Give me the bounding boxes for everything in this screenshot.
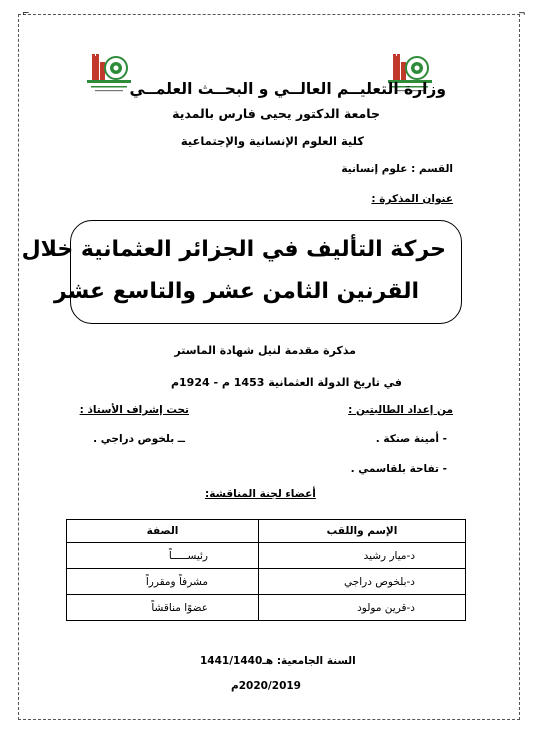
supervisor-name: ــ بلخوص دراجي . <box>93 433 185 445</box>
jury-label: أعضاء لجنة المناقشة: <box>205 488 316 500</box>
academic-year-gregorian: 2020/2019م <box>231 680 301 692</box>
thesis-title-label: عنوان المذكرة : <box>371 193 453 205</box>
jury-table <box>66 519 466 621</box>
jury-member-name: د-ميار رشيد <box>258 543 465 569</box>
student-name: - أمينة صنكة . <box>375 433 447 445</box>
university-logo-left <box>83 48 135 94</box>
thesis-title-line-2: القرنين الثامن عشر والتاسع عشر <box>53 279 419 304</box>
table-row <box>67 569 466 595</box>
jury-member-role: عضوًا مناقشاً <box>67 595 259 621</box>
column-header-role: الصفة <box>67 520 259 543</box>
table-row <box>67 543 466 569</box>
jury-member-role: رئيســـــاً <box>67 543 259 569</box>
jury-member-name: د-قرين مولود <box>258 595 465 621</box>
corner-mark-right: ¬ <box>518 9 526 19</box>
thesis-title-box <box>70 220 462 324</box>
department-line: القسم : علوم إنسانية <box>341 163 453 175</box>
jury-table-header <box>67 520 466 543</box>
academic-year-hijri <box>200 655 356 667</box>
degree-statement: مذكرة مقدمة لنيل شهادة الماستر <box>174 344 356 357</box>
corner-mark-left: ⌐ <box>22 9 30 19</box>
specialty-line: في تاريخ الدولة العثمانية 1453 م - 1924م <box>170 376 402 389</box>
prepared-by-label: من إعداد الطالبتين : <box>348 404 453 416</box>
jury-member-role: مشرفاً ومقرراً <box>67 569 259 595</box>
university-name: جامعة الدكتور يحيى فارس بالمدية <box>172 106 380 121</box>
jury-member-name: د-بلخوص دراجي <box>258 569 465 595</box>
column-header-name: الإسم واللقب <box>258 520 465 543</box>
thesis-title-line-1: حركة التأليف في الجزائر العثمانية خلال <box>21 237 446 262</box>
table-row <box>67 595 466 621</box>
student-name: - تفاحة بلقاسمي . <box>350 463 447 475</box>
faculty-name: كلية العلوم الإنسانية والإجتماعية <box>180 134 364 148</box>
ministry-name: وزارة التعليــم العالــي و البحــث العلمــي <box>129 80 446 98</box>
academic-year-label: السنة الجامعية: <box>276 655 356 667</box>
supervisor-label: تحت إشراف الأستاذ : <box>79 404 189 416</box>
academic-year-hijri-value: 1441/1440هـ <box>200 655 274 667</box>
